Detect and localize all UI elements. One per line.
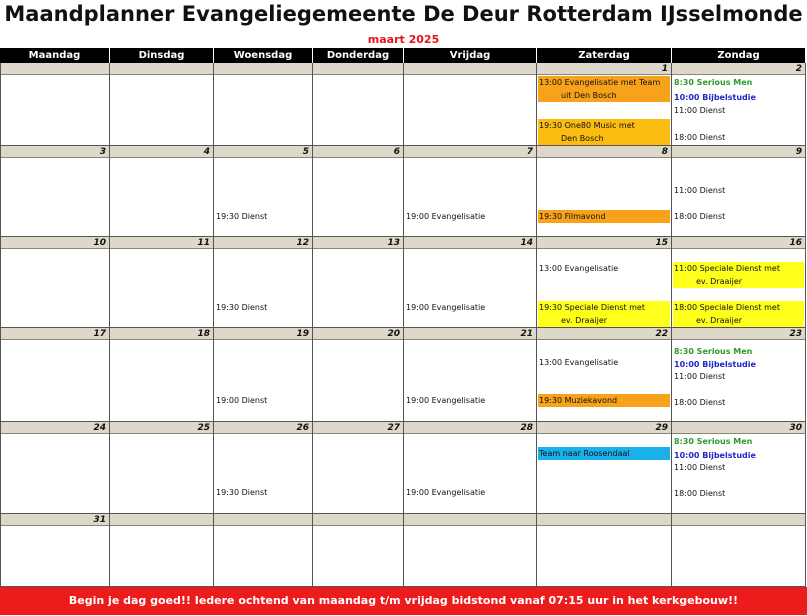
day-number	[1, 63, 109, 75]
day-number	[313, 63, 403, 75]
calendar-event	[405, 486, 535, 499]
calendar-event	[673, 461, 804, 474]
day-cell	[537, 237, 672, 328]
day-cell	[672, 514, 806, 587]
day-cell	[537, 328, 672, 422]
day-cell	[313, 63, 404, 146]
day-cell	[0, 422, 110, 514]
event-text: 11:00 Dienst	[674, 106, 726, 115]
day-number: 26	[214, 422, 312, 434]
day-cell	[313, 237, 404, 328]
event-text: 18:00 Dienst	[674, 489, 726, 498]
calendar-event	[538, 262, 670, 275]
calendar-event	[673, 487, 804, 500]
event-text: 18:00 Dienst	[674, 212, 726, 221]
day-number: 29	[537, 422, 671, 434]
day-number: 16	[672, 237, 805, 249]
calendar-event	[673, 76, 804, 89]
month-subtitle: maart 2025	[367, 33, 440, 46]
day-number: 11	[110, 237, 213, 249]
calendar-event	[673, 184, 804, 197]
event-text-continued: uit Den Bosch	[561, 91, 617, 100]
day-number	[537, 514, 671, 526]
event-text: 19:00 Dienst	[216, 396, 268, 405]
calendar-event	[215, 486, 311, 499]
day-number: 19	[214, 328, 312, 340]
weekday-header-saturday: Zaterdag	[537, 48, 672, 63]
event-text: 13:00 Evangelisatie	[539, 264, 619, 273]
day-number: 8	[537, 146, 671, 158]
day-number: 30	[672, 422, 805, 434]
day-number	[110, 514, 213, 526]
day-number: 12	[214, 237, 312, 249]
day-cell	[0, 237, 110, 328]
day-cell	[214, 514, 313, 587]
calendar-event	[673, 435, 804, 448]
day-cell	[214, 422, 313, 514]
day-cell	[404, 146, 537, 237]
day-cell	[537, 63, 672, 146]
day-cell	[214, 328, 313, 422]
event-text-continued: ev. Draaijer	[696, 316, 743, 325]
weekday-header-sunday: Zondag	[672, 48, 806, 63]
day-cell	[0, 514, 110, 587]
event-text: 19:30 Speciale Dienst met	[539, 303, 645, 312]
calendar-event	[538, 447, 670, 460]
day-cell	[537, 514, 672, 587]
day-cell	[537, 422, 672, 514]
calendar-event	[405, 210, 535, 223]
calendar-event	[673, 396, 804, 409]
event-text: 11:00 Dienst	[674, 186, 726, 195]
day-number: 18	[110, 328, 213, 340]
day-cell	[672, 422, 806, 514]
calendar-event	[538, 210, 670, 223]
event-text: 18:00 Dienst	[674, 133, 726, 142]
day-cell	[672, 63, 806, 146]
day-number	[404, 63, 536, 75]
calendar-event	[673, 301, 804, 327]
calendar-event	[673, 104, 804, 117]
event-text: 10:00 Bijbelstudie	[674, 360, 756, 369]
event-text: 19:00 Evangelisatie	[406, 488, 486, 497]
event-text: 13:00 Evangelisatie met Team	[539, 78, 661, 87]
calendar-event	[673, 91, 804, 104]
calendar-event	[673, 370, 804, 383]
event-text: 8:30 Serious Men	[674, 437, 753, 446]
day-number: 2	[672, 63, 805, 75]
weekday-header-friday: Vrijdag	[404, 48, 537, 63]
day-number: 14	[404, 237, 536, 249]
day-cell	[110, 328, 214, 422]
calendar-event	[673, 131, 804, 144]
day-number: 28	[404, 422, 536, 434]
calendar-event	[215, 394, 311, 407]
day-number: 24	[1, 422, 109, 434]
day-cell	[214, 237, 313, 328]
day-number: 3	[1, 146, 109, 158]
day-number: 1	[537, 63, 671, 75]
day-number: 5	[214, 146, 312, 158]
event-text: 19:00 Evangelisatie	[406, 212, 486, 221]
event-text-continued: Den Bosch	[561, 134, 604, 143]
event-text: 19:30 One80 Music met	[539, 121, 635, 130]
calendar-event	[673, 262, 804, 288]
event-text: 13:00 Evangelisatie	[539, 358, 619, 367]
day-cell	[313, 514, 404, 587]
day-cell	[404, 63, 537, 146]
day-number: 7	[404, 146, 536, 158]
day-cell	[110, 422, 214, 514]
day-number: 13	[313, 237, 403, 249]
event-text: 19:30 Dienst	[216, 488, 268, 497]
event-text: 8:30 Serious Men	[674, 347, 753, 356]
event-text: 10:00 Bijbelstudie	[674, 451, 756, 460]
day-cell	[214, 63, 313, 146]
day-number: 31	[1, 514, 109, 526]
day-number: 23	[672, 328, 805, 340]
event-text-continued: ev. Draaijer	[696, 277, 743, 286]
calendar-event	[538, 394, 670, 407]
day-cell	[110, 63, 214, 146]
weekday-header-tuesday: Dinsdag	[110, 48, 214, 63]
weekday-header-thursday: Donderdag	[313, 48, 404, 63]
event-text: 19:00 Evangelisatie	[406, 303, 486, 312]
event-text: 19:30 Muziekavond	[539, 396, 618, 405]
event-text: 18:00 Dienst	[674, 398, 726, 407]
calendar-event	[405, 301, 535, 314]
event-text: 19:30 Filmavond	[539, 212, 606, 221]
event-text: Team naar Roosendaal	[539, 449, 630, 458]
day-cell	[110, 146, 214, 237]
day-number: 21	[404, 328, 536, 340]
day-cell	[110, 514, 214, 587]
day-number: 10	[1, 237, 109, 249]
day-number	[404, 514, 536, 526]
day-number: 20	[313, 328, 403, 340]
event-text: 8:30 Serious Men	[674, 78, 753, 87]
calendar-event	[673, 210, 804, 223]
event-text: 19:00 Evangelisatie	[406, 396, 486, 405]
day-cell	[0, 146, 110, 237]
event-text-continued: ev. Draaijer	[561, 316, 608, 325]
day-cell	[672, 146, 806, 237]
calendar-event	[405, 394, 535, 407]
event-text: 19:30 Dienst	[216, 212, 268, 221]
day-cell	[404, 514, 537, 587]
day-number	[672, 514, 805, 526]
day-number	[110, 63, 213, 75]
calendar-event	[538, 119, 670, 145]
event-text: 11:00 Dienst	[674, 463, 726, 472]
weekday-header-wednesday: Woensdag	[214, 48, 313, 63]
day-number: 22	[537, 328, 671, 340]
day-number: 27	[313, 422, 403, 434]
calendar-event	[673, 345, 804, 358]
day-number: 15	[537, 237, 671, 249]
day-number: 9	[672, 146, 805, 158]
event-text: 10:00 Bijbelstudie	[674, 93, 756, 102]
day-cell	[0, 63, 110, 146]
day-cell	[214, 146, 313, 237]
day-cell	[0, 328, 110, 422]
calendar-event	[215, 301, 311, 314]
event-text: 19:30 Dienst	[216, 303, 268, 312]
day-cell	[313, 328, 404, 422]
calendar-event	[215, 210, 311, 223]
day-cell	[404, 422, 537, 514]
day-cell	[404, 237, 537, 328]
day-cell	[672, 328, 806, 422]
day-cell	[110, 237, 214, 328]
day-cell	[313, 146, 404, 237]
weekday-header-monday: Maandag	[0, 48, 110, 63]
day-number	[214, 63, 312, 75]
calendar-event	[538, 301, 670, 327]
day-number: 6	[313, 146, 403, 158]
day-number: 17	[1, 328, 109, 340]
event-text: 18:00 Speciale Dienst met	[674, 303, 780, 312]
event-text: 11:00 Dienst	[674, 372, 726, 381]
day-number	[214, 514, 312, 526]
event-text: 11:00 Speciale Dienst met	[674, 264, 780, 273]
footer-banner: Begin je dag goed!! Iedere ochtend van maandag t/m vrijdag bidstond vanaf 07:15 uur in het kerkgebouw!!	[0, 587, 807, 615]
day-cell	[313, 422, 404, 514]
day-number	[313, 514, 403, 526]
day-number: 4	[110, 146, 213, 158]
calendar-event	[538, 356, 670, 369]
day-number: 25	[110, 422, 213, 434]
day-cell	[404, 328, 537, 422]
day-cell	[537, 146, 672, 237]
day-cell	[672, 237, 806, 328]
page-title: Maandplanner Evangeliegemeente De Deur Rotterdam IJsselmonde	[4, 2, 803, 26]
calendar-event	[538, 76, 670, 102]
